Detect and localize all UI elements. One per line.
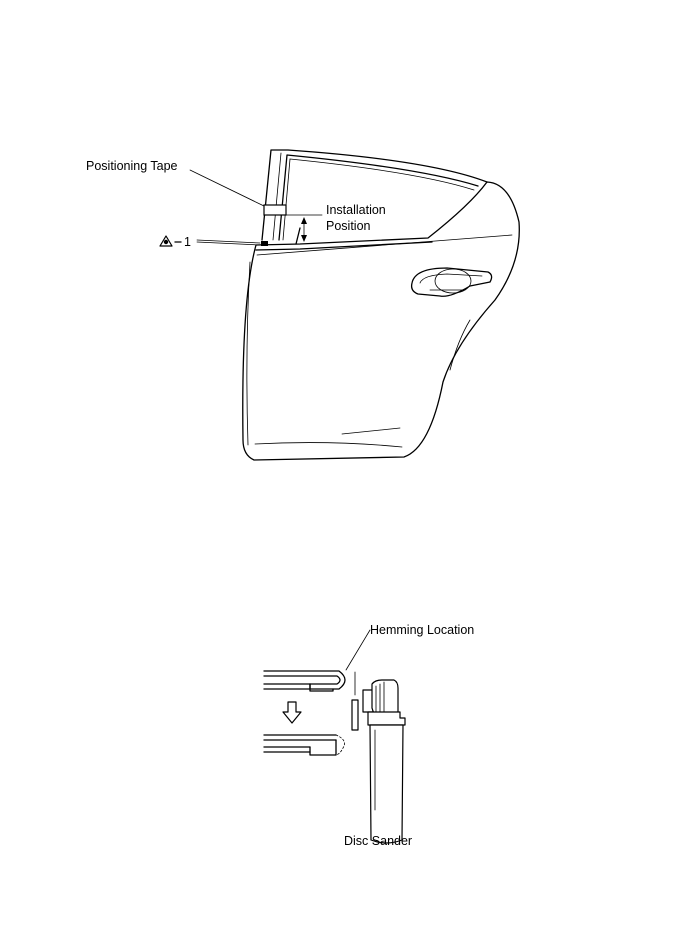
door-character-line <box>247 262 250 445</box>
position-label: Position <box>326 219 371 233</box>
door-handle <box>412 268 492 296</box>
panel-after-sanding <box>264 735 344 755</box>
symbol-number: 1 <box>184 235 191 249</box>
hemming-location-leader <box>346 630 370 670</box>
disc-sander-label: Disc Sander <box>344 834 413 848</box>
hemming-location-label: Hemming Location <box>370 623 475 637</box>
positioning-tape <box>264 205 286 215</box>
door-callouts <box>190 170 322 245</box>
rear-door-illustration <box>243 150 520 460</box>
positioning-tape-leader <box>190 170 264 206</box>
down-arrow-icon <box>283 702 301 723</box>
disc-sander <box>352 680 405 843</box>
door-clip <box>261 241 268 246</box>
installation-label: Installation <box>326 203 386 217</box>
adhesive-symbol <box>160 236 181 246</box>
panel-before-sanding <box>264 671 345 691</box>
hemming-illustration <box>264 630 405 843</box>
door-window-frame <box>262 150 487 244</box>
positioning-tape-label: Positioning Tape <box>86 159 178 173</box>
